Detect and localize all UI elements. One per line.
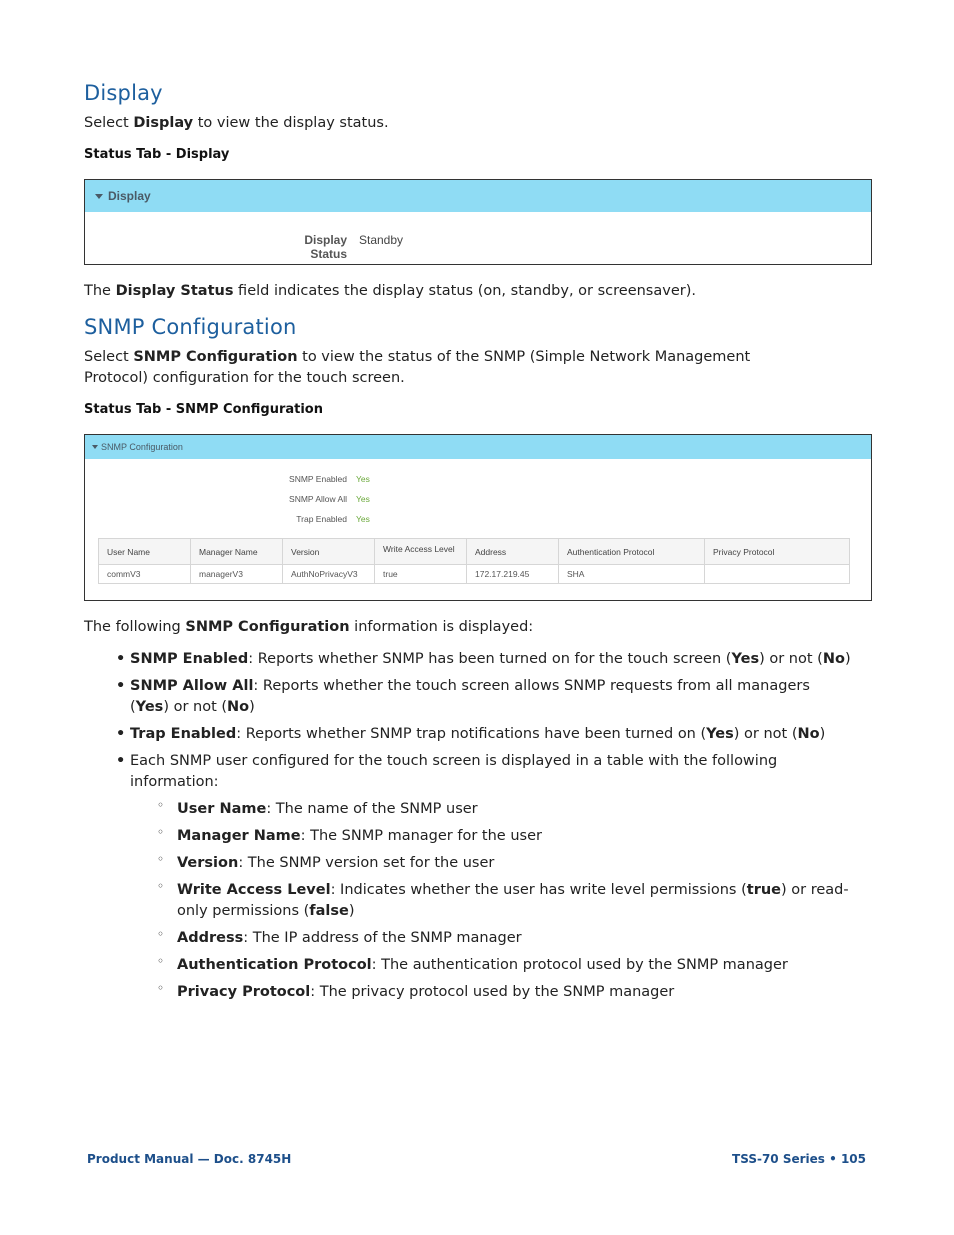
- text-bold: Display: [133, 115, 194, 131]
- list-item: [130, 826, 814, 847]
- snmp-user-table: [98, 538, 850, 584]
- text: : The SNMP version set for the user: [238, 855, 495, 871]
- cell-auth-protocol: SHA: [559, 565, 705, 584]
- col-user-name: User Name: [99, 539, 191, 565]
- text: to view the display status.: [193, 115, 389, 131]
- text: ): [348, 903, 355, 919]
- text: The following: [84, 619, 186, 635]
- text: ): [844, 651, 851, 667]
- cell-version: AuthNoPrivacyV3: [283, 565, 375, 584]
- text-bold: Display Status: [115, 283, 234, 299]
- snmp-info-list: [84, 649, 884, 1009]
- snmp-heading: SNMP Configuration: [84, 315, 297, 339]
- display-status-value: Standby: [359, 233, 404, 247]
- text-bold: Address: [177, 930, 244, 946]
- text: Select: [84, 115, 134, 131]
- text-bold: No: [227, 699, 250, 715]
- text: : Indicates whether the user has write level permissions (: [330, 882, 747, 898]
- text: ) or not (: [163, 699, 228, 715]
- snmp-screenshot: [84, 434, 872, 601]
- table-row: [99, 565, 850, 584]
- text-bold: User Name: [177, 801, 267, 817]
- text-bold: No: [822, 651, 845, 667]
- display-heading: Display: [84, 81, 163, 105]
- text-bold: SNMP Configuration: [185, 619, 350, 635]
- text: : Reports whether the touch screen allows SNMP requests from all managers (: [130, 678, 810, 715]
- text: : The authentication protocol used by the SNMP manager: [371, 957, 788, 973]
- snmp-intro: [84, 347, 784, 389]
- text: Each SNMP user configured for the touch screen is displayed in a table with the following information:: [130, 753, 778, 790]
- text: ): [249, 699, 255, 715]
- cell-address: 172.17.219.45: [467, 565, 559, 584]
- text-bold: true: [746, 882, 782, 898]
- col-write-access-level: Write Access Level: [375, 539, 467, 565]
- text-bold: Write Access Level: [177, 882, 331, 898]
- text: to view the status of the SNMP (Simple Network Management Protocol) configuration for the touch screen.: [84, 349, 751, 386]
- text: : Reports whether SNMP trap notifications have been turned on (: [236, 726, 707, 742]
- col-version: Version: [283, 539, 375, 565]
- footer-doc-title: Product Manual — Doc. 8745H: [87, 1152, 292, 1166]
- text: ) or not (: [759, 651, 823, 667]
- snmp-enabled-label: SNMP Enabled: [289, 474, 347, 484]
- col-manager-name: Manager Name: [191, 539, 283, 565]
- trap-enabled-value: Yes: [356, 514, 370, 524]
- snmp-list-intro: [84, 617, 533, 638]
- text: field indicates the display status (on, standby, or screensaver).: [233, 283, 696, 299]
- text-bold: Trap Enabled: [130, 726, 237, 742]
- table-header-row: [99, 539, 850, 565]
- text: Select: [84, 349, 134, 365]
- col-auth-protocol: Authentication Protocol: [559, 539, 705, 565]
- text: : The name of the SNMP user: [266, 801, 478, 817]
- text-bold: Privacy Protocol: [177, 984, 311, 1000]
- list-item: [84, 724, 884, 745]
- footer-page-number: TSS-70 Series • 105: [732, 1152, 866, 1166]
- cell-write-access-level: true: [375, 565, 467, 584]
- list-item: [130, 928, 814, 949]
- display-caption: Status Tab - Display: [84, 147, 230, 162]
- text-bold: Manager Name: [177, 828, 301, 844]
- caret-down-icon: [92, 445, 98, 449]
- text: The: [84, 283, 116, 299]
- table-fields-list: [130, 799, 849, 1003]
- list-item: [84, 676, 884, 718]
- col-privacy-protocol: Privacy Protocol: [705, 539, 850, 565]
- display-note: [84, 281, 696, 302]
- list-item: [84, 649, 884, 670]
- display-intro: [84, 113, 389, 134]
- text-bold: Yes: [706, 726, 734, 742]
- text: ): [819, 726, 826, 742]
- text-bold: Version: [177, 855, 239, 871]
- text-bold: Yes: [135, 699, 164, 715]
- display-panel-header[interactable]: [85, 180, 871, 212]
- text: : Reports whether SNMP has been turned on for the touch screen (: [248, 651, 732, 667]
- snmp-panel-title: SNMP Configuration: [101, 442, 183, 452]
- list-item: [84, 751, 884, 1003]
- trap-enabled-label: Trap Enabled: [296, 514, 347, 524]
- snmp-caption: Status Tab - SNMP Configuration: [84, 402, 323, 417]
- caret-down-icon: [95, 194, 103, 199]
- display-status-label: Display Status: [304, 233, 347, 261]
- display-screenshot: [84, 179, 872, 265]
- list-item: [130, 853, 814, 874]
- list-item: [130, 880, 854, 922]
- text: : The SNMP manager for the user: [300, 828, 542, 844]
- text: ) or not (: [733, 726, 798, 742]
- snmp-enabled-value: Yes: [356, 474, 370, 484]
- text-bold: SNMP Configuration: [133, 349, 298, 365]
- snmp-allow-all-label: SNMP Allow All: [289, 494, 347, 504]
- display-panel-title: Display: [108, 189, 151, 203]
- text-bold: Authentication Protocol: [177, 957, 372, 973]
- list-item: [130, 799, 814, 820]
- text-bold: No: [797, 726, 820, 742]
- snmp-panel-header[interactable]: [85, 435, 871, 459]
- text-bold: SNMP Enabled: [130, 651, 249, 667]
- text: : The IP address of the SNMP manager: [243, 930, 522, 946]
- col-address: Address: [467, 539, 559, 565]
- list-item: [130, 955, 814, 976]
- list-item: [130, 982, 814, 1003]
- cell-privacy-protocol: [705, 565, 850, 584]
- text-bold: SNMP Allow All: [130, 678, 254, 694]
- text: information is displayed:: [349, 619, 534, 635]
- cell-manager-name: managerV3: [191, 565, 283, 584]
- text: : The privacy protocol used by the SNMP manager: [310, 984, 675, 1000]
- text-bold: false: [309, 903, 349, 919]
- snmp-allow-all-value: Yes: [356, 494, 370, 504]
- cell-user-name: commV3: [99, 565, 191, 584]
- text-bold: Yes: [731, 651, 760, 667]
- text: ) or read-only permissions (: [177, 882, 849, 919]
